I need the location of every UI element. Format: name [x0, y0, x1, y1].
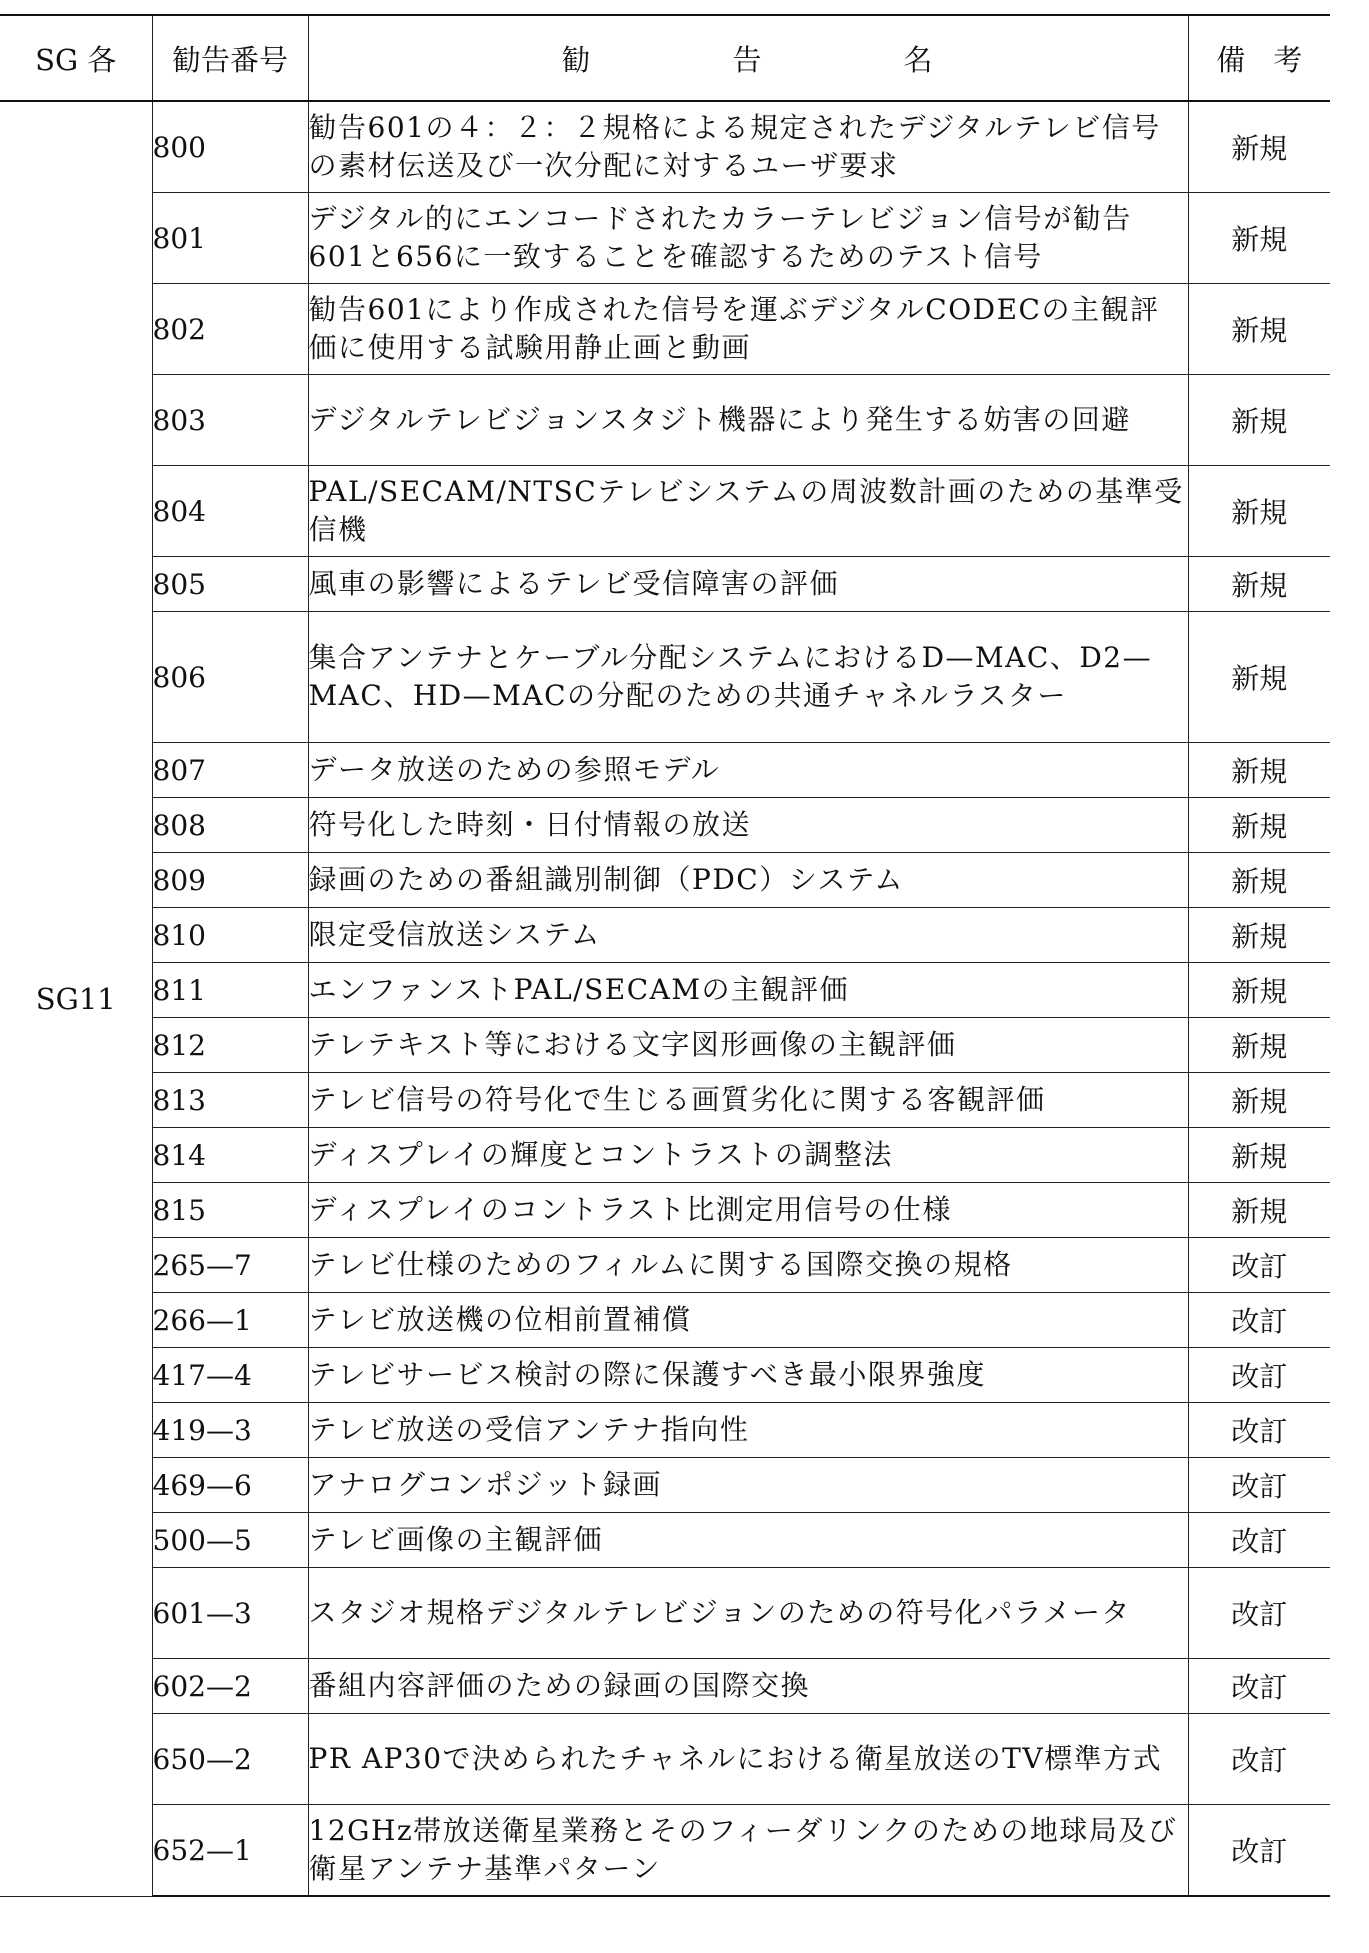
recommendations-table	[0, 14, 1330, 1897]
recommendation-note: 改訂	[1188, 1714, 1330, 1805]
recommendation-note: 新規	[1188, 853, 1330, 908]
header-name-char: 名	[903, 42, 935, 77]
recommendation-note: 新規	[1188, 963, 1330, 1018]
table-row	[0, 1568, 1330, 1659]
recommendation-number: 602—2	[152, 1659, 308, 1714]
recommendation-number: 805	[152, 557, 308, 612]
recommendation-name: 限定受信放送システム	[308, 908, 1188, 963]
recommendation-number: 800	[152, 101, 308, 193]
recommendation-number: 802	[152, 284, 308, 375]
table-row	[0, 743, 1330, 798]
recommendation-name: ディスプレイの輝度とコントラストの調整法	[308, 1128, 1188, 1183]
table-row	[0, 908, 1330, 963]
recommendation-name: データ放送のための参照モデル	[308, 743, 1188, 798]
header-note-char: 考	[1273, 42, 1303, 77]
recommendation-name: アナログコンポジット録画	[308, 1458, 1188, 1513]
table-row	[0, 1348, 1330, 1403]
recommendation-number: 810	[152, 908, 308, 963]
table-row	[0, 557, 1330, 612]
recommendation-name: テレビ信号の符号化で生じる画質劣化に関する客観評価	[308, 1073, 1188, 1128]
table-row	[0, 798, 1330, 853]
recommendation-note: 新規	[1188, 612, 1330, 743]
recommendation-number: 469—6	[152, 1458, 308, 1513]
table-row	[0, 1238, 1330, 1293]
recommendation-name: テレビ画像の主観評価	[308, 1513, 1188, 1568]
table-row	[0, 612, 1330, 743]
recommendation-note: 新規	[1188, 1183, 1330, 1238]
recommendation-name: テレテキスト等における文字図形画像の主観評価	[308, 1018, 1188, 1073]
recommendation-name: 勧告601により作成された信号を運ぶデジタルCODECの主観評価に使用する試験用静止画と動画	[308, 284, 1188, 375]
recommendation-note: 新規	[1188, 1018, 1330, 1073]
header-note	[1188, 15, 1330, 101]
table-row	[0, 1018, 1330, 1073]
recommendation-note: 新規	[1188, 101, 1330, 193]
recommendation-name: 勧告601の４：２：２規格による規定されたデジタルテレビ信号の素材伝送及び一次分配に対するユーザ要求	[308, 101, 1188, 193]
header-name-char: 勧	[561, 42, 593, 77]
recommendation-number: 814	[152, 1128, 308, 1183]
recommendation-name: 番組内容評価のための録画の国際交換	[308, 1659, 1188, 1714]
table-row	[0, 284, 1330, 375]
recommendation-name: 符号化した時刻・日付情報の放送	[308, 798, 1188, 853]
table-row	[0, 1073, 1330, 1128]
header-name-char: 告	[732, 42, 764, 77]
recommendation-note: 新規	[1188, 1073, 1330, 1128]
recommendation-number: 809	[152, 853, 308, 908]
table-row	[0, 1293, 1330, 1348]
table-row	[0, 1458, 1330, 1513]
recommendation-number: 803	[152, 375, 308, 466]
recommendation-number: 419—3	[152, 1403, 308, 1458]
recommendation-name: テレビ放送の受信アンテナ指向性	[308, 1403, 1188, 1458]
sg-group-label: SG11	[0, 101, 152, 1896]
recommendation-name: 12GHz帯放送衛星業務とそのフィーダリンクのための地球局及び衛星アンテナ基準パターン	[308, 1805, 1188, 1897]
recommendation-note: 新規	[1188, 1128, 1330, 1183]
table-row	[0, 1128, 1330, 1183]
recommendation-note: 新規	[1188, 375, 1330, 466]
table-row	[0, 963, 1330, 1018]
recommendation-number: 811	[152, 963, 308, 1018]
table-row	[0, 1403, 1330, 1458]
recommendation-name: 録画のための番組識別制御（PDC）システム	[308, 853, 1188, 908]
table-row	[0, 1183, 1330, 1238]
recommendation-note: 新規	[1188, 557, 1330, 612]
table-row	[0, 101, 1330, 193]
recommendation-number: 601—3	[152, 1568, 308, 1659]
table-header	[0, 15, 1330, 101]
recommendation-name: 集合アンテナとケーブル分配システムにおけるD—MAC、D2—MAC、HD—MACの分配のための共通チャネルラスター	[308, 612, 1188, 743]
recommendation-note: 新規	[1188, 743, 1330, 798]
recommendation-number: 813	[152, 1073, 308, 1128]
recommendation-note: 改訂	[1188, 1513, 1330, 1568]
recommendation-note: 新規	[1188, 284, 1330, 375]
recommendation-note: 改訂	[1188, 1403, 1330, 1458]
recommendation-name: ディスプレイのコントラスト比測定用信号の仕様	[308, 1183, 1188, 1238]
recommendation-name: デジタル的にエンコードされたカラーテレビジョン信号が勧告601と656に一致することを確認するためのテスト信号	[308, 193, 1188, 284]
recommendation-note: 新規	[1188, 193, 1330, 284]
recommendation-note: 改訂	[1188, 1659, 1330, 1714]
recommendation-name: PAL/SECAM/NTSCテレビシステムの周波数計画のための基準受信機	[308, 466, 1188, 557]
recommendation-number: 815	[152, 1183, 308, 1238]
table-body	[0, 101, 1330, 1896]
recommendation-number: 417—4	[152, 1348, 308, 1403]
header-note-char: 備	[1216, 42, 1246, 77]
header-name	[308, 15, 1188, 101]
recommendation-number: 812	[152, 1018, 308, 1073]
recommendation-note: 改訂	[1188, 1805, 1330, 1897]
recommendation-number: 804	[152, 466, 308, 557]
recommendation-number: 650—2	[152, 1714, 308, 1805]
table-row	[0, 1659, 1330, 1714]
recommendation-number: 806	[152, 612, 308, 743]
recommendation-note: 新規	[1188, 466, 1330, 557]
recommendation-number: 801	[152, 193, 308, 284]
recommendation-number: 808	[152, 798, 308, 853]
recommendation-name: テレビ仕様のためのフィルムに関する国際交換の規格	[308, 1238, 1188, 1293]
recommendation-name: デジタルテレビジョンスタジト機器により発生する妨害の回避	[308, 375, 1188, 466]
recommendation-note: 改訂	[1188, 1348, 1330, 1403]
table-row	[0, 1513, 1330, 1568]
table-row	[0, 1805, 1330, 1897]
recommendation-number: 652—1	[152, 1805, 308, 1897]
table-row	[0, 375, 1330, 466]
table-row	[0, 466, 1330, 557]
recommendation-note: 改訂	[1188, 1568, 1330, 1659]
recommendation-name: 風車の影響によるテレビ受信障害の評価	[308, 557, 1188, 612]
document-page	[0, 14, 1330, 1897]
recommendation-note: 改訂	[1188, 1293, 1330, 1348]
recommendation-name: テレビサービス検討の際に保護すべき最小限界強度	[308, 1348, 1188, 1403]
recommendation-note: 改訂	[1188, 1458, 1330, 1513]
recommendation-note: 新規	[1188, 908, 1330, 963]
recommendation-number: 500—5	[152, 1513, 308, 1568]
recommendation-name: エンファンストPAL/SECAMの主観評価	[308, 963, 1188, 1018]
recommendation-number: 807	[152, 743, 308, 798]
recommendation-number: 266—1	[152, 1293, 308, 1348]
header-number: 勧告番号	[152, 15, 308, 101]
table-row	[0, 193, 1330, 284]
table-row	[0, 1714, 1330, 1805]
recommendation-note: 新規	[1188, 798, 1330, 853]
recommendation-name: PR AP30で決められたチャネルにおける衛星放送のTV標準方式	[308, 1714, 1188, 1805]
recommendation-name: スタジオ規格デジタルテレビジョンのための符号化パラメータ	[308, 1568, 1188, 1659]
table-row	[0, 853, 1330, 908]
recommendation-name: テレビ放送機の位相前置補償	[308, 1293, 1188, 1348]
recommendation-number: 265—7	[152, 1238, 308, 1293]
header-sg: SG 各	[0, 15, 152, 101]
recommendation-note: 改訂	[1188, 1238, 1330, 1293]
